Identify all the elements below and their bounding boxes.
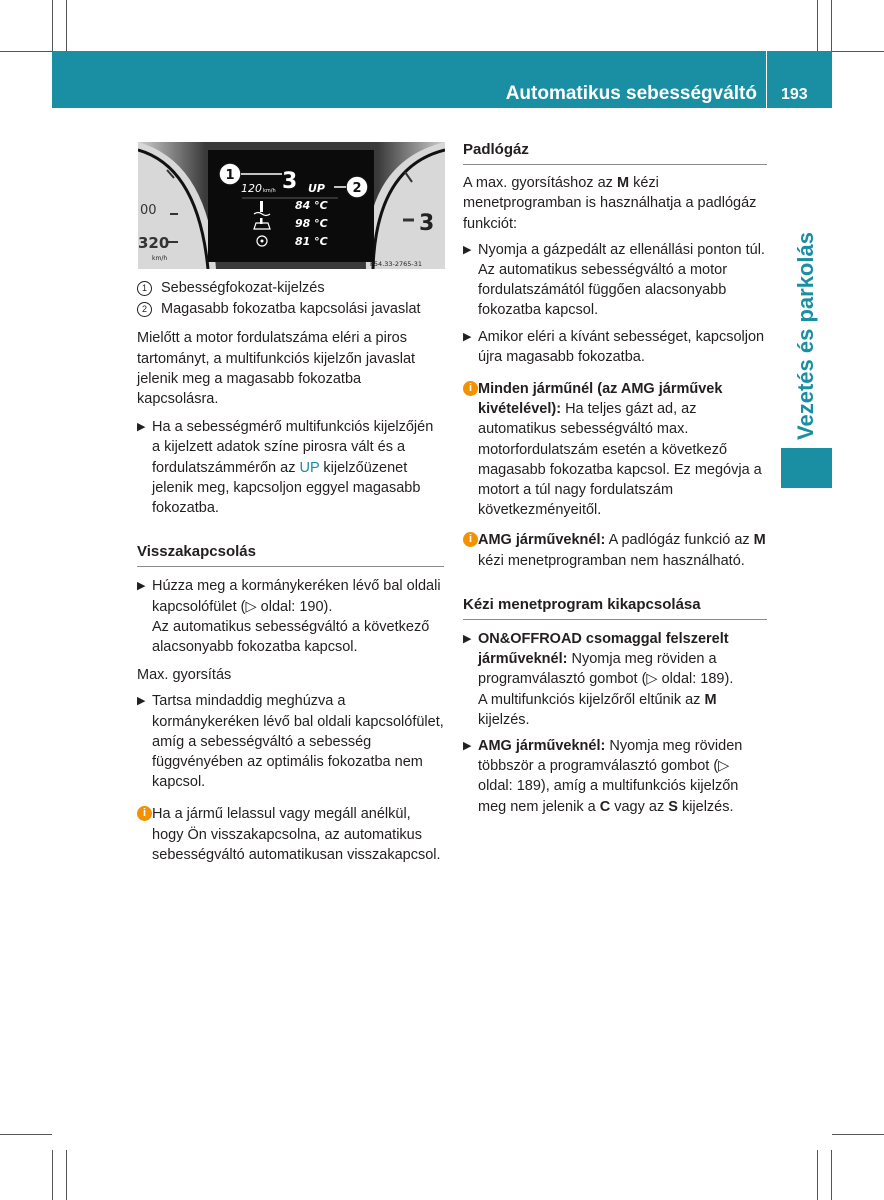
kickdown-instruction-1-text: Nyomja a gázpedált az ellenállási ponton túl.: [478, 241, 765, 258]
max-acceleration-text: Tartsa mindaddig meghúzva a kormánykeréken lévő bal oldali kapcsolófület, amíg a sebességváltó a sebesség függvényében az optimális fokozatba nem kapcsol.: [152, 693, 444, 791]
bullet-arrow-icon: ▶: [463, 243, 472, 256]
kickdown-intro-text-b: kézi menetprogramban is használhatja a padlógáz funkciót:: [463, 175, 757, 232]
info-icon: i: [463, 532, 478, 547]
bullet-arrow-icon: ▶: [137, 580, 146, 593]
crop-mark: [817, 1150, 818, 1200]
vehicle-type-label: AMG járműveknél:: [478, 738, 606, 755]
bullet-arrow-icon: ▶: [463, 740, 472, 753]
header-divider: [766, 51, 767, 108]
kickdown-intro: [463, 173, 767, 234]
info-note-text: Ha a jármű lelassul vagy megáll anélkül, hogy Ön visszakapcsolna, az automatikus sebességváltó automatikusan visszakapcsol.: [152, 806, 441, 863]
bullet-arrow-icon: ▶: [137, 695, 146, 708]
comfort-mode-letter: C: [599, 798, 611, 815]
info-icon: i: [463, 381, 478, 396]
kickdown-instruction-1: [463, 240, 767, 321]
chapter-tab-label: Vezetés és parkolás: [793, 232, 818, 440]
manual-mode-letter: M: [616, 175, 630, 192]
transmission-temp-value: 81 °C: [295, 235, 328, 248]
bullet-arrow-icon: ▶: [463, 330, 472, 343]
info-note-text-a: A padlógáz funkció az: [608, 532, 750, 549]
crop-mark: [832, 51, 884, 52]
crop-mark: [0, 51, 52, 52]
manual-off-result-text-b: kijelzés.: [478, 711, 530, 728]
gear-indicator: 3: [282, 169, 298, 194]
manual-off-instruction-2-text: Nyomja meg röviden többször a programválasztó gombot (▷ oldal: 189), amíg a multifunkciós kijelzőn meg nem jelenik a: [478, 738, 743, 815]
crop-mark: [66, 0, 67, 51]
legend-number-2: 2: [137, 302, 152, 317]
info-note-text-b: kézi menetprogramban nem használható.: [478, 552, 745, 569]
up-indicator-label: UP: [299, 459, 320, 476]
right-column: [463, 140, 767, 817]
legend-text-1: Sebességfokozat-kijelzés: [161, 280, 325, 296]
tachometer-gear: 3: [419, 211, 435, 236]
legend-number-1: 1: [137, 281, 152, 296]
crop-mark: [52, 1150, 53, 1200]
info-note-amg: [463, 530, 767, 570]
vehicle-type-label: ON&OFFROAD csomaggal felszerelt járműveknél:: [478, 631, 729, 668]
speed-unit: km/h: [263, 188, 276, 194]
info-note-all-vehicles: [463, 379, 767, 520]
kickdown-intro-text-a: A max. gyorsításhoz az: [463, 175, 613, 192]
upshift-instruction-text-b: kijelzőüzenet jelenik meg, kapcsoljon eggyel magasabb fokozatba.: [152, 459, 421, 517]
crop-mark: [831, 0, 832, 51]
legend-text-2: Magasabb fokozatba kapcsolási javaslat: [161, 301, 421, 318]
instrument-cluster-figure: [138, 142, 445, 269]
left-column: [137, 278, 444, 865]
kickdown-instruction-2-text: Amikor eléri a kívánt sebességet, kapcsoljon újra magasabb fokozatba.: [478, 328, 765, 365]
bullet-arrow-icon: ▶: [137, 421, 146, 434]
crop-mark: [0, 1134, 52, 1135]
upshift-indicator: UP: [308, 182, 325, 195]
crop-mark: [66, 1150, 67, 1200]
max-acceleration-instruction: [137, 691, 444, 792]
speedometer-unit: km/h: [152, 255, 168, 262]
legend-item-1: [137, 278, 444, 298]
info-icon: i: [137, 806, 152, 821]
info-note-auto-downshift: [137, 804, 444, 865]
callout-2-number: 2: [352, 181, 362, 196]
manual-off-result-text-a: A multifunkciós kijelzőről eltűnik az: [478, 691, 701, 708]
speedometer-tick: 00: [140, 203, 157, 218]
max-acceleration-label: Max. gyorsítás: [137, 667, 232, 684]
upshift-instruction: [137, 417, 444, 518]
crop-mark: [817, 0, 818, 51]
oil-temp-value: 98 °C: [295, 217, 328, 230]
manual-off-instruction-2: [463, 736, 767, 817]
legend-item-2: [137, 299, 444, 319]
section-heading-kickdown: Padlógáz: [463, 140, 767, 165]
info-note-heading: Minden járműnél (az AMG járművek kivételével):: [478, 381, 723, 418]
manual-off-instruction-1: [463, 629, 767, 730]
image-code: P54.33-2765-31: [370, 260, 423, 268]
info-note-text: Ha teljes gázt ad, az automatikus sebességváltó max. motorfordulatszám esetén a következő magasabb fokozatba kapcsol. Ez megóvja a motort a túl nagy fordulatszám következményeitől.: [478, 401, 762, 519]
page-title: Automatikus sebességváltó: [505, 83, 757, 104]
crop-mark: [831, 1150, 832, 1200]
coolant-temp-value: 84 °C: [295, 199, 328, 212]
section-heading-downshift: Visszakapcsolás: [137, 542, 444, 567]
section-heading-manual-off: Kézi menetprogram kikapcsolása: [463, 595, 767, 620]
manual-off-instruction-2-mid: vagy az: [614, 798, 665, 815]
downshift-instruction: [137, 576, 444, 657]
crop-mark: [832, 1134, 884, 1135]
downshift-instruction-text: Húzza meg a kormánykeréken lévő bal oldali kapcsolófület (▷ oldal: 190).: [152, 578, 441, 615]
manual-off-instruction-1-text: Nyomja meg röviden a programválasztó gombot (▷ oldal: 189).: [478, 651, 734, 688]
chapter-tab-marker: [781, 448, 832, 488]
speedometer-tick: 320: [138, 234, 170, 252]
upshift-instruction-text-a: Ha a sebességmérő multifunkciós kijelzőjén a kijelzett adatok színe pirosra vált és a fordulatszámmérőn az: [152, 419, 434, 476]
manual-mode-letter: M: [753, 532, 766, 549]
bullet-arrow-icon: ▶: [463, 633, 472, 646]
kickdown-instruction-2: [463, 327, 767, 367]
kickdown-result-text: Az automatikus sebességváltó a motor fordulatszámától függően alacsonyabb fokozatba kapcsol.: [478, 262, 728, 319]
callout-1-number: 1: [225, 168, 235, 183]
crop-mark: [52, 0, 53, 51]
speed-readout: 120: [241, 182, 262, 195]
manual-off-instruction-2-end: kijelzés.: [681, 798, 734, 815]
downshift-result-text: Az automatikus sebességváltó a következő alacsonyabb fokozatba kapcsol.: [152, 618, 430, 656]
intro-paragraph: Mielőtt a motor fordulatszáma eléri a piros tartományt, a multifunkciós kijelzőn javaslat jelenik meg a magasabb fokozatba kapcsolásra.: [137, 330, 416, 408]
sport-mode-letter: S: [668, 798, 678, 815]
info-note-heading: AMG járműveknél:: [478, 532, 606, 549]
page-number: 193: [781, 86, 808, 103]
manual-mode-letter: M: [704, 691, 717, 708]
